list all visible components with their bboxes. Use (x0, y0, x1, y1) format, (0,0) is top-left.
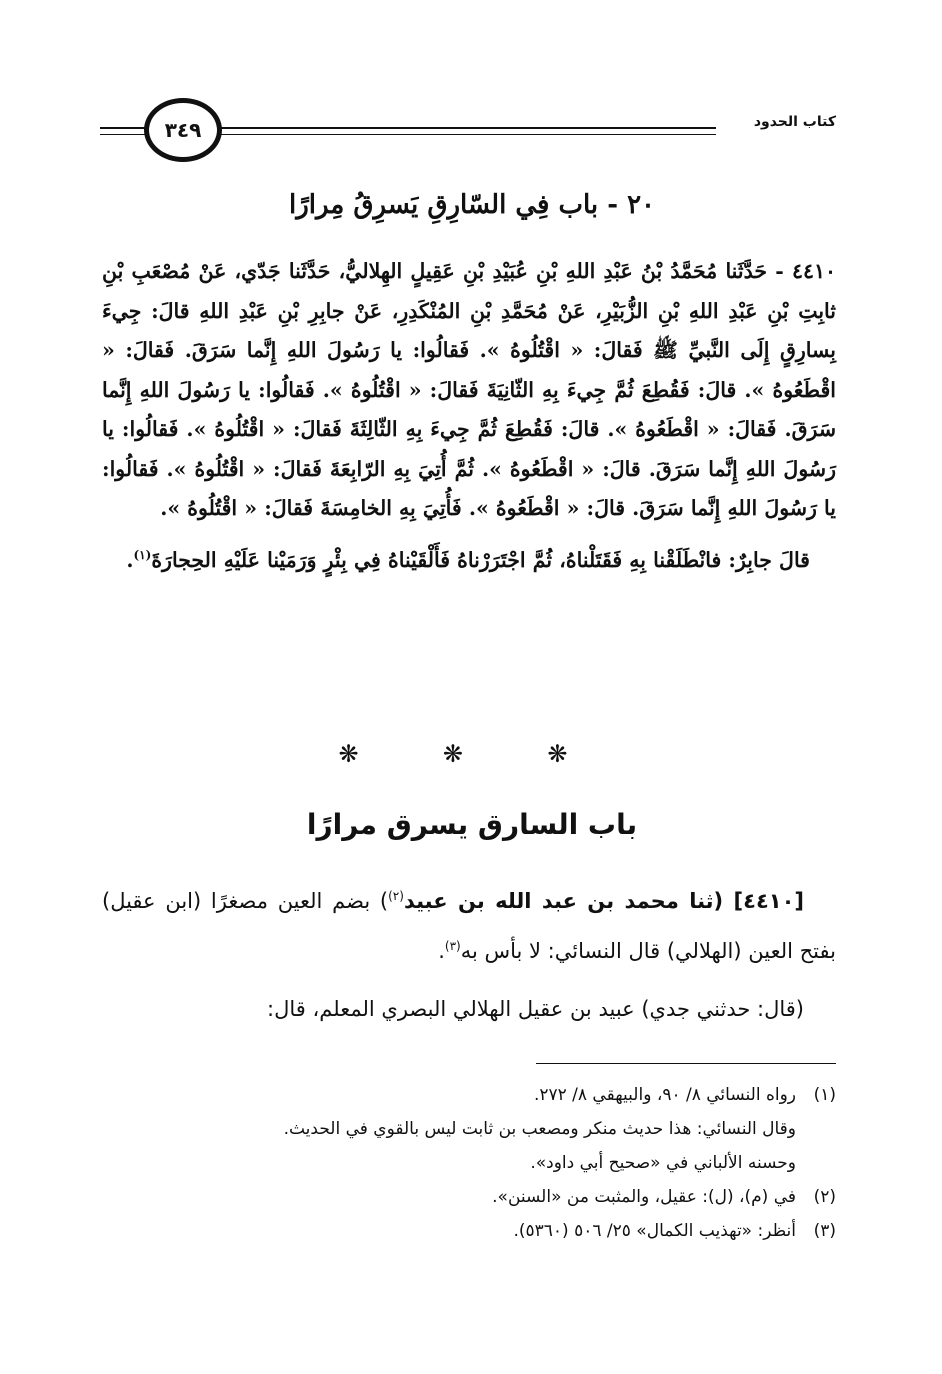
footnote-text: وحسنه الألباني في «صحيح أبي داود». (530, 1153, 796, 1173)
commentary-text-a: [٤٤١٠] (ثنا محمد بن عبد الله بن عبيد (403, 889, 805, 913)
running-title: كتاب الحدود (753, 114, 836, 130)
footnote-number: (١) (813, 1085, 836, 1105)
hadith-paragraph-jabir (102, 541, 836, 581)
header-rule-bottom (220, 134, 716, 135)
footnote-item (102, 1214, 836, 1248)
hadith-text (102, 252, 836, 580)
page-header (100, 92, 836, 180)
hadith-paragraph-text: قالَ جابِرٌ: فانْطَلَقْنا بِهِ فَقَتَلْناهُ، ثُمَّ اجْتَرَرْناهُ فَأَلْقَيْناهُ فِي بِئْرٍ وَرَمَيْنا عَلَيْهِ الحِجارَةَ (151, 547, 810, 572)
footnote-item (102, 1180, 836, 1214)
commentary-paragraph (102, 876, 836, 976)
footnote-rule (536, 1063, 836, 1064)
commentary-text (102, 876, 836, 1034)
footnote-text: وقال النسائي: هذا حديث منكر ومصعب بن ثابت ليس بالقوي في الحديث. (283, 1119, 796, 1139)
commentary-section-title: باب السارق يسرق مرارًا (306, 808, 638, 841)
section-separator: ❋ ❋ ❋ (338, 740, 606, 768)
footnote-number: (٢) (813, 1187, 836, 1207)
header-rule-top (220, 127, 716, 129)
footnote-text: رواه النسائي ٨/ ٩٠، والبيهقي ٨/ ٢٧٢. (533, 1085, 796, 1105)
hadith-paragraph: ٤٤١٠ - حَدَّثَنا مُحَمَّدُ بْنُ عَبْدِ اللهِ بْنِ عُبَيْدِ بْنِ عَقِيلٍ الهِلاليُّ، حَدَّثَنا جَدّي، عَنْ مُصْعَبِ بْنِ ثابِتِ بْنِ عَبْدِ اللهِ بْنِ الزُّبَيْرِ، عَنْ مُحَمَّدِ بْنِ المُنْكَدِرِ، عَنْ جابِرِ بْنِ عَبْدِ اللهِ قالَ: جِيءَ بِسارِقٍ إِلَى النَّبيِّ ﷺ فَقالَ: « اقْتُلُوهُ ». فَقالُوا: يا رَسُولَ اللهِ إِنَّما سَرَقَ. فَقالَ: « اقْطَعُوهُ ». قالَ: فَقُطِعَ ثُمَّ جِيءَ بِهِ الثّانِيَةَ فَقالَ: « اقْتُلُوهُ ». فَقالُوا: يا رَسُولَ اللهِ إِنَّما سَرَقَ. فَقالَ: « اقْطَعُوهُ ». قالَ: فَقُطِعَ ثُمَّ جِيءَ بِهِ الثّالِثَةَ فَقالَ: « اقْتُلُوهُ ». فَقالُوا: يا رَسُولَ اللهِ إِنَّما سَرَقَ. قالَ: « اقْطَعُوهُ ». ثُمَّ أُتِيَ بِهِ الرّابِعَةَ فَقالَ: « اقْتُلُوهُ ». فَقالُوا: يا رَسُولَ اللهِ إِنَّما سَرَقَ. قالَ: « اقْطَعُوهُ ». فَأُتِيَ بِهِ الخامِسَةَ فَقالَ: « اقْتُلُوهُ ». (102, 259, 836, 520)
footnote-ref-2: (٢) (388, 889, 404, 903)
footnotes (102, 1078, 836, 1248)
page-number: ٣٤٩ (144, 98, 222, 162)
footnote-item (102, 1112, 836, 1146)
footnote-text: أنظر: «تهذيب الكمال» ٢٥/ ٥٠٦ (٥٣٦٠). (513, 1221, 796, 1241)
footnote-item (102, 1078, 836, 1112)
footnote-ref-1: (١) (133, 547, 152, 562)
commentary-paragraph: (قال: حدثني جدي) عبيد بن عقيل الهلالي البصري المعلم، قال: (267, 997, 804, 1021)
header-rule-left-top (100, 127, 146, 129)
chapter-title: ٢٠ - باب فِي السّارِقِ يَسرِقُ مِرارًا (289, 190, 655, 220)
footnote-number: (٣) (813, 1221, 836, 1241)
footnote-ref-3: (٣) (444, 939, 461, 953)
footnote-text: في (م)، (ل): عقيل، والمثبت من «السنن». (492, 1187, 796, 1207)
header-rule-left-bottom (100, 134, 146, 135)
commentary-text-b: ) بضم العين مصغرًا (ابن عقيل) بفتح العين (الهلالي) قال النسائي: لا بأس به (102, 889, 836, 963)
footnote-item (102, 1146, 836, 1180)
commentary-text-end: . (438, 939, 445, 963)
hadith-paragraph-end: . (126, 547, 134, 572)
